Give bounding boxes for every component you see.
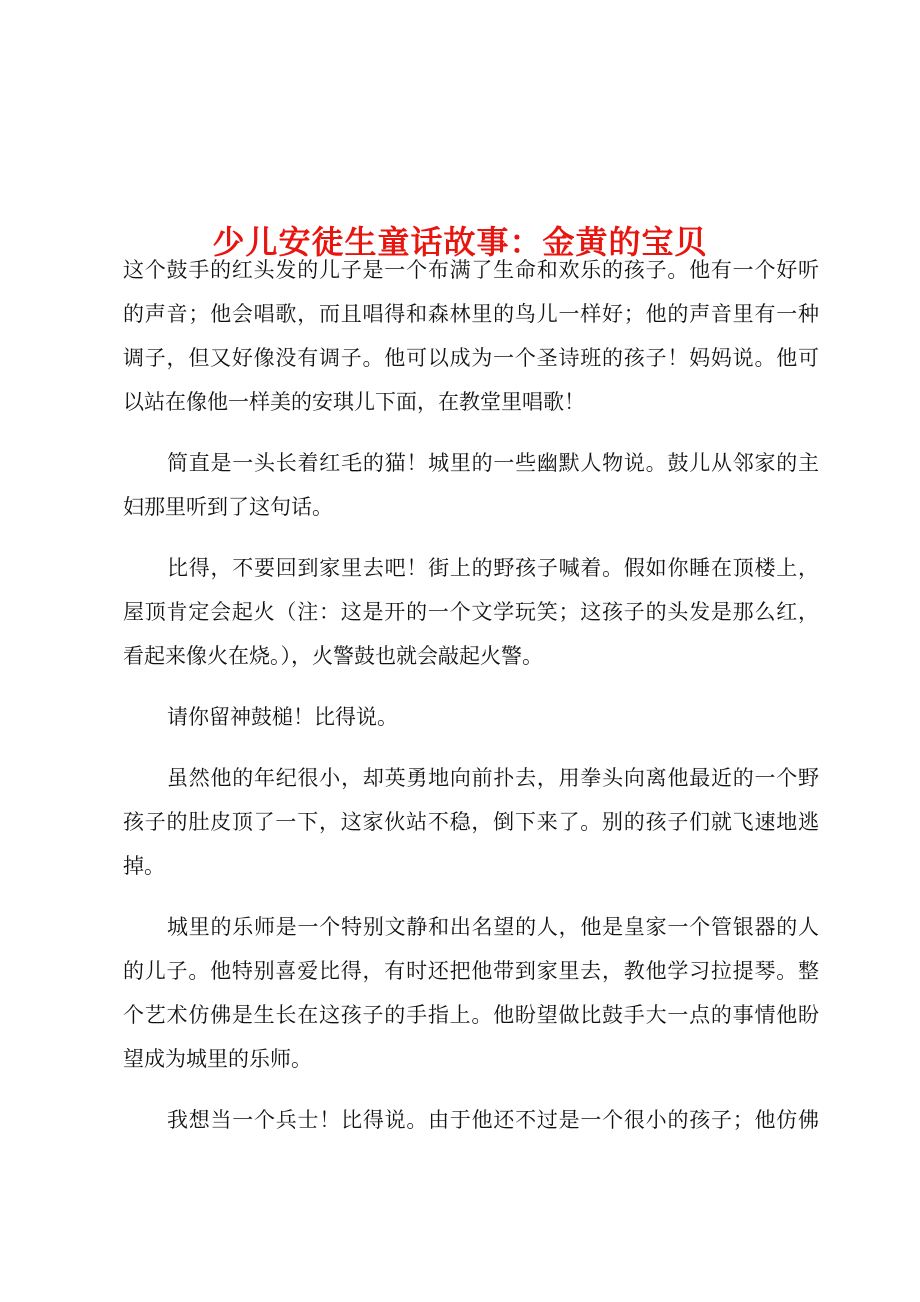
paragraph-line: 虽然他的年纪很小，却英勇地向前扑去，用拳头向离他最近的一个野: [167, 766, 819, 790]
paragraph-line: 调子，但又好像没有调子。他可以成为一个圣诗班的孩子！妈妈说。他可: [123, 346, 819, 370]
paragraph: [123, 756, 819, 888]
paragraph: [123, 441, 819, 529]
document-body: [123, 248, 819, 1159]
paragraph-line: 望成为城里的乐师。: [123, 1047, 312, 1071]
paragraph: [123, 546, 819, 678]
paragraph-line: 我想当一个兵士！比得说。由于他还不过是一个很小的孩子；他仿佛: [167, 1108, 819, 1132]
paragraph-line: 掉。: [123, 854, 165, 878]
paragraph-line: 的声音；他会唱歌，而且唱得和森林里的鸟儿一样好；他的声音里有一种: [123, 302, 819, 326]
paragraph-line: 比得，不要回到家里去吧！街上的野孩子喊着。假如你睡在顶楼上，: [167, 556, 819, 580]
paragraph-line: 这个鼓手的红头发的儿子是一个布满了生命和欢乐的孩子。他有一个好听: [123, 258, 819, 282]
paragraph: [123, 695, 819, 739]
paragraph: [123, 248, 819, 424]
paragraph-line: 妇那里听到了这句话。: [123, 495, 333, 519]
paragraph: [123, 905, 819, 1081]
paragraph: [123, 1098, 819, 1142]
paragraph-line: 以站在像他一样美的安琪儿下面，在教堂里唱歌！: [123, 390, 585, 414]
paragraph-line: 请你留神鼓槌！比得说。: [167, 705, 398, 729]
paragraph-line: 个艺术仿佛是生长在这孩子的手指上。他盼望做比鼓手大一点的事情他盼: [123, 1003, 819, 1027]
document-title: 少儿安徒生童话故事：金黄的宝贝: [212, 223, 708, 262]
paragraph-line: 看起来像火在烧。），火警鼓也就会敲起火警。: [123, 644, 543, 668]
paragraph-line: 城里的乐师是一个特别文静和出名望的人，他是皇家一个管银器的人: [167, 915, 819, 939]
paragraph-line: 的儿子。他特别喜爱比得，有时还把他带到家里去，教他学习拉提琴。整: [123, 959, 819, 983]
paragraph-line: 屋顶肯定会起火（注：这是开的一个文学玩笑；这孩子的头发是那么红，: [123, 600, 819, 624]
paragraph-line: 简直是一头长着红毛的猫！城里的一些幽默人物说。鼓儿从邻家的主: [167, 451, 819, 475]
paragraph-line: 孩子的肚皮顶了一下，这家伙站不稳，倒下来了。别的孩子们就飞速地逃: [123, 810, 819, 834]
